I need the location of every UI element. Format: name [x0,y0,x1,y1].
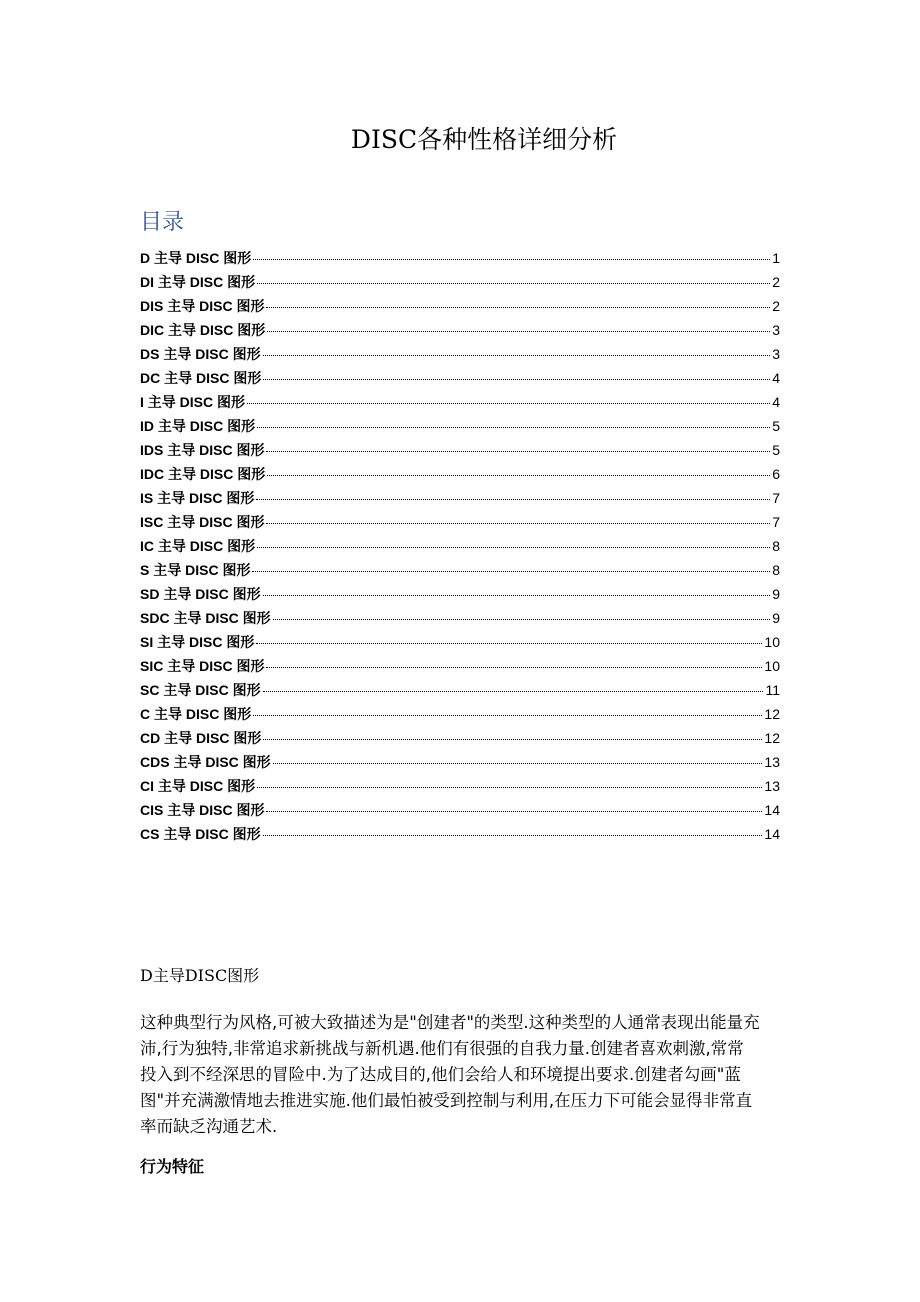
toc-page-number: 11 [765,682,780,698]
toc-page-number: 2 [772,298,780,314]
document-title: DISC各种性格详细分析 [350,125,618,154]
toc-page-number: 14 [764,826,780,842]
toc-entry[interactable] [140,632,780,656]
toc-entry-label: CS 主导 DISC 图形 [140,826,261,842]
toc-page-number: 13 [764,778,780,794]
toc-entry-label: SC 主导 DISC 图形 [140,682,261,698]
toc-entry[interactable] [140,728,780,752]
toc-entry[interactable] [140,824,780,848]
toc-page-number: 13 [764,754,780,770]
paragraph-line: 投入到不经深思的冒险中.为了达成目的,他们会给人和环境提出要求.创建者勾画"蓝 [140,1065,741,1084]
toc-entry-label: DIC 主导 DISC 图形 [140,322,266,338]
toc-entry-label: SDC 主导 DISC 图形 [140,610,271,626]
toc-entry[interactable] [140,320,780,344]
toc-entry-label: SI 主导 DISC 图形 [140,634,255,650]
toc-entry[interactable] [140,392,780,416]
toc-entry[interactable] [140,656,780,680]
subheading: 行为特征 [140,1157,205,1176]
toc-entry[interactable] [140,800,780,824]
toc-leader-dots [253,259,770,260]
toc-entry[interactable] [140,560,780,584]
toc-page-number: 7 [772,490,780,506]
toc-heading: 目录 [140,210,185,235]
toc-entry[interactable] [140,440,780,464]
toc-leader-dots [256,499,770,500]
toc-leader-dots [257,787,762,788]
toc-entry[interactable] [140,296,780,320]
toc-entry-label: IDC 主导 DISC 图形 [140,466,266,482]
toc-entry[interactable] [140,464,780,488]
toc-entry-label: SIC 主导 DISC 图形 [140,658,265,674]
toc-leader-dots [267,475,770,476]
toc-entry[interactable] [140,512,780,536]
toc-entry-label: ISC 主导 DISC 图形 [140,514,265,530]
toc-page-number: 5 [772,442,780,458]
toc-entry-label: DIS 主导 DISC 图形 [140,298,265,314]
toc-entry-label: S 主导 DISC 图形 [140,562,251,578]
toc-leader-dots [263,379,770,380]
paragraph-line: 这种典型行为风格,可被大致描述为是"创建者"的类型.这种类型的人通常表现出能量充 [140,1013,760,1032]
toc-leader-dots [263,595,771,596]
toc-entry[interactable] [140,344,780,368]
toc-entry[interactable] [140,248,780,272]
toc-entry-label: CIS 主导 DISC 图形 [140,802,265,818]
toc-entry[interactable] [140,752,780,776]
toc-entry-label: CD 主导 DISC 图形 [140,730,262,746]
toc-leader-dots [263,355,771,356]
toc-entry[interactable] [140,368,780,392]
toc-entry-label: CDS 主导 DISC 图形 [140,754,271,770]
toc-entry[interactable] [140,488,780,512]
toc-entry[interactable] [140,704,780,728]
toc-entry-label: IDS 主导 DISC 图形 [140,442,265,458]
toc-entry-label: DS 主导 DISC 图形 [140,346,261,362]
toc-entry[interactable] [140,416,780,440]
toc-entry[interactable] [140,584,780,608]
toc-leader-dots [273,619,771,620]
toc-page-number: 3 [772,322,780,338]
toc-leader-dots [263,835,763,836]
toc-page-number: 7 [772,514,780,530]
toc-page-number: 8 [772,562,780,578]
toc-entry-label: CI 主导 DISC 图形 [140,778,256,794]
toc-page-number: 10 [764,634,780,650]
toc-entry[interactable] [140,272,780,296]
toc-page-number: 2 [772,274,780,290]
toc-leader-dots [257,547,770,548]
toc-page-number: 9 [772,610,780,626]
toc-entry[interactable] [140,536,780,560]
toc-leader-dots [266,667,762,668]
section-title: D主导DISC图形 [140,966,260,985]
toc-page-number: 8 [772,538,780,554]
toc-page-number: 12 [764,730,780,746]
toc-leader-dots [247,403,770,404]
toc-page-number: 10 [764,658,780,674]
toc-leader-dots [263,691,764,692]
paragraph-line: 沛,行为独特,非常追求新挑战与新机遇.他们有很强的自我力量.创建者喜欢刺激,常常 [140,1039,744,1058]
toc-entry-label: D 主导 DISC 图形 [140,250,252,266]
toc-leader-dots [267,331,770,332]
toc-entry-label: DC 主导 DISC 图形 [140,370,262,386]
toc-entry[interactable] [140,776,780,800]
toc-leader-dots [273,763,763,764]
toc-page-number: 12 [764,706,780,722]
toc-page-number: 14 [764,802,780,818]
toc-page-number: 9 [772,586,780,602]
toc-entry-label: IC 主导 DISC 图形 [140,538,256,554]
toc-leader-dots [256,643,762,644]
toc-leader-dots [266,307,770,308]
toc-entry-label: ID 主导 DISC 图形 [140,418,256,434]
toc-leader-dots [266,811,762,812]
toc-page-number: 6 [772,466,780,482]
toc-entry-label: DI 主导 DISC 图形 [140,274,256,290]
toc-leader-dots [252,571,770,572]
toc-leader-dots [257,427,770,428]
toc-entry-label: I 主导 DISC 图形 [140,394,246,410]
toc-entry-label: C 主导 DISC 图形 [140,706,252,722]
toc-page-number: 4 [772,394,780,410]
toc-page-number: 1 [772,250,780,266]
toc-leader-dots [266,451,770,452]
toc-page-number: 4 [772,370,780,386]
toc-page-number: 3 [772,346,780,362]
toc-page-number: 5 [772,418,780,434]
toc-leader-dots [263,739,762,740]
section-paragraph [140,1010,790,1140]
toc-entry[interactable] [140,608,780,632]
toc-leader-dots [257,283,770,284]
toc-leader-dots [253,715,762,716]
toc-leader-dots [266,523,770,524]
paragraph-line: 率而缺乏沟通艺术. [140,1117,278,1136]
table-of-contents [140,248,780,848]
toc-entry-label: IS 主导 DISC 图形 [140,490,255,506]
paragraph-line: 图"并充满激情地去推进实施.他们最怕被受到控制与利用,在压力下可能会显得非常直 [140,1091,753,1110]
toc-entry[interactable] [140,680,780,704]
toc-entry-label: SD 主导 DISC 图形 [140,586,261,602]
